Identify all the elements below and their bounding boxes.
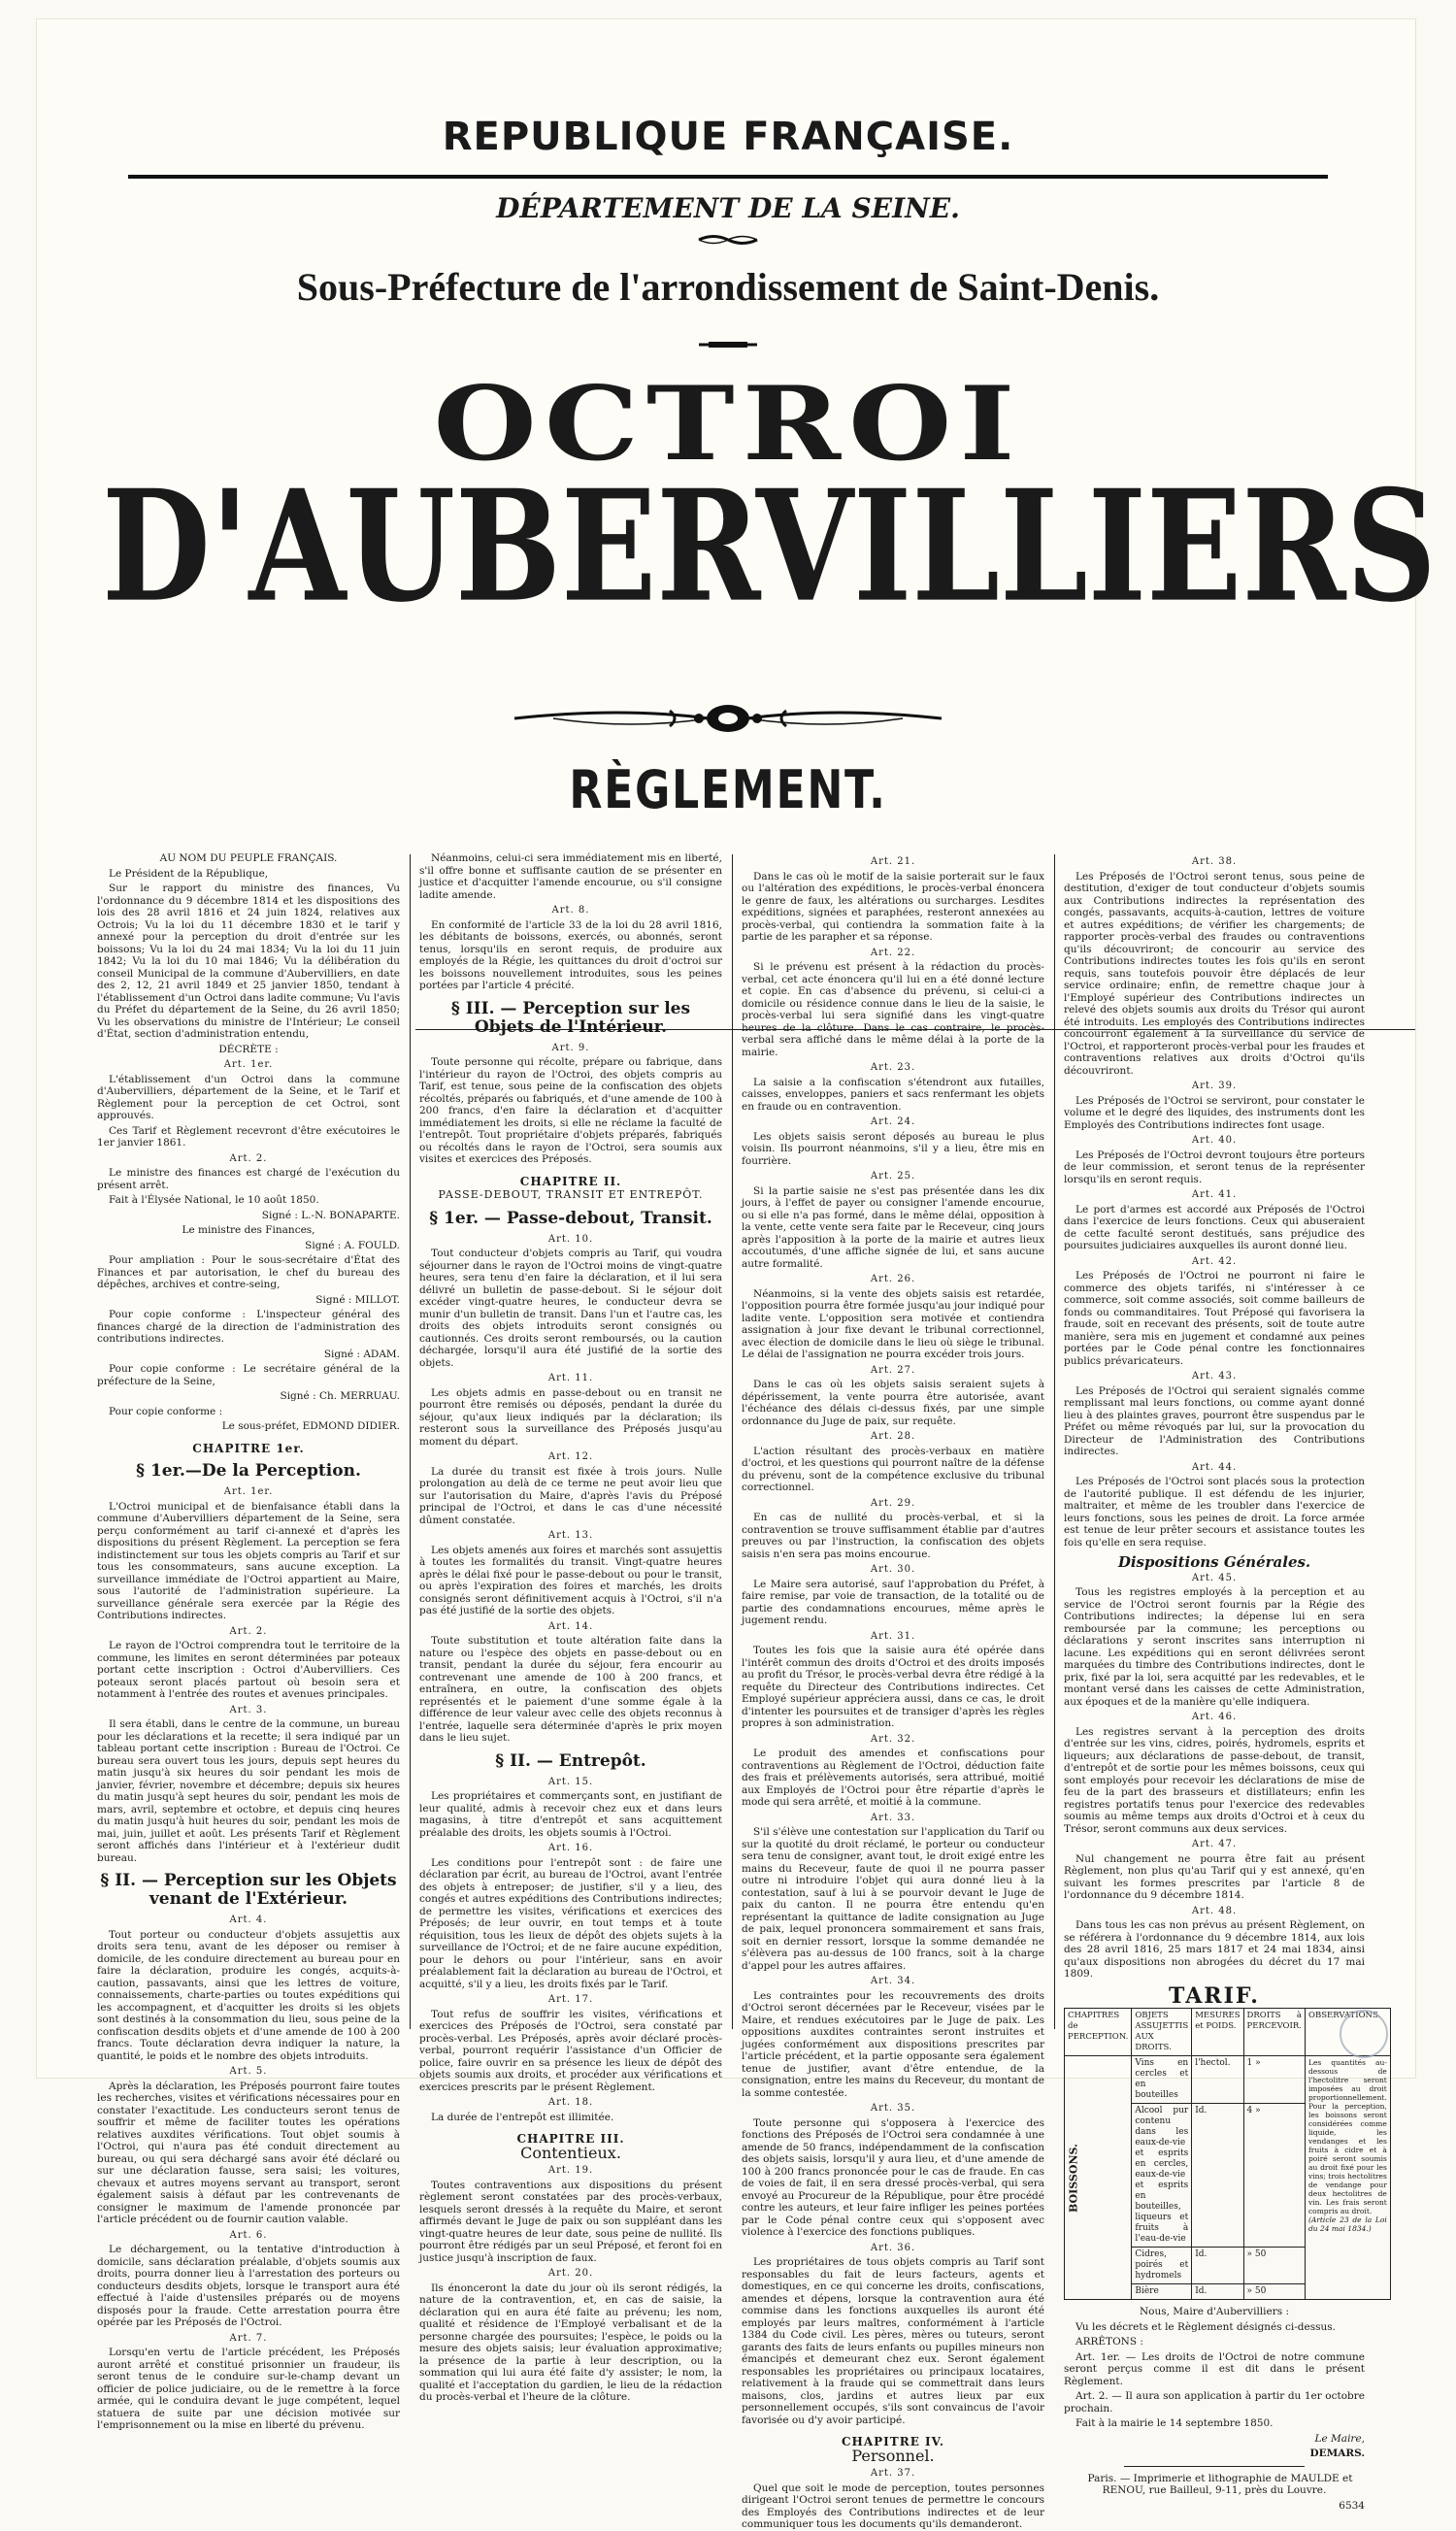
title-octroi: OCTROI — [433, 363, 1023, 483]
article-text: Les objets amenés aux foires et marchés sont assujettis à toutes les formalités du transit. Vingt-quatre heures après le délai fixé pour le passe-debout ou pour le transit, ou après l'expiration des foires et marchés, les droits consignés seront définitivement acquis à l'Octroi, s'il n'a pas été justifié de la sortie des objets. — [419, 1544, 722, 1616]
signature: Signé : ADAM. — [323, 1348, 400, 1360]
article-text: Les objets admis en passe-debout ou en transit ne pourront être remisés ou déposés, pendant la durée du séjour, qu'aux lieux indiqués par la déclaration; ils resteront sous la surveillance des Préposés jusqu'au moment du départ. — [419, 1386, 722, 1448]
article-label: Art. 2. — [229, 1625, 268, 1637]
article-label: Art. 8. — [551, 905, 590, 916]
article-text: Tous les registres employés à la perception et au service de l'Octroi seront fournis par la Régie des Contributions indirectes; la dépense lui en sera remboursée par la commune; les perceptions ou déclarations y seront inscrites sans interruption ni lacune. Les expéditions qui en seront délivrées seront marquées du timbre des Contributions indirectes, dont le prix, fixé par la loi, sera acquitté par les redevables, et le montant versé dans les caisses de cette Administration, aux époques et de la manière qu'elle indiquera. — [1064, 1586, 1365, 1708]
tarif-header: CHAPITRES de PERCEPTION. — [1065, 2009, 1132, 2056]
article-text: Quel que soit le mode de perception, toutes personnes dirigeant l'Octroi seront tenues de permettre le concours des Employés des Contributions indirectes et de leur communiquer tous les documents qu'ils demanderont. — [742, 2481, 1044, 2530]
article-label: Art. 44. — [1191, 1461, 1238, 1473]
article-text: L'action résultant des procès-verbaux en matière d'octroi, et les questions qui pourront naître de la défense du prévenu, sont de la compétence exclusive du tribunal correctionnel. — [742, 1445, 1044, 1493]
divider — [1124, 2466, 1305, 2467]
signature: Signé : L.-N. BONAPARTE. — [261, 1209, 400, 1221]
article-label: Art. 9. — [551, 1042, 590, 1053]
fait-line: Fait à la mairie le 14 septembre 1850. — [1075, 2417, 1274, 2429]
article-text: Toutes les fois que la saisie aura été opérée dans l'intérêt commun des droits d'Octroi et des droits imposés au profit du Trésor, le procès-verbal devra être rédigé à la requête du Directeur des Contributions indirectes. Cet Employé supérieur appréciera aussi, dans ce cas, le droit d'intenter les poursuites et de transiger d'après les règles propres à son administration. — [742, 1645, 1044, 1729]
column-4 — [1064, 852, 1387, 2512]
tarif-header: DROITS à PERCEVOIR. — [1243, 2009, 1305, 2056]
decorative-ornament-icon — [514, 699, 942, 738]
fait-line: Fait à l'Élysée National, le 10 août 1850. — [109, 1194, 319, 1206]
article-label: Art. 27. — [870, 1364, 916, 1376]
library-stamp-icon — [1340, 2010, 1388, 2058]
article-text: En cas de nullité du procès-verbal, et si la contravention se trouve suffisamment établie par d'autres preuves ou par l'instruction, la confiscation des objets saisis n'en sera pas moins encourue. — [742, 1512, 1044, 1560]
article-text: Toutes contraventions aux dispositions du présent règlement seront constatées par des procès-verbaux, lesquels seront dressés à la requête du Maire, et seront affirmés devant le Juge de paix ou son suppléant dans les vingt-quatre heures de leur date, sous peine de nullité. Ils pourront être rédigés par un seul Préposé, et feront foi en justice jusqu'à inscription de faux. — [419, 2179, 722, 2264]
tarif-mesure: Id. — [1192, 2104, 1243, 2248]
article-text: Tout porteur ou conducteur d'objets assujettis aux droits sera tenu, avant de les déposer ou remiser à domicile, de les conduire directement au bureau pour en faire la déclaration, produire les congés, acquits-à-caution, passavants, ainsi que les lettres de voiture, connaissements, charte-parties ou toutes expéditions qui les accompagnent, et d'acquitter les droits si les objets sont destinés à la consommation du lieu, sous peine de la confiscation desdits objets et d'une amende de 100 à 200 francs. Toute déclaration devra indiquer la nature, la quantité, le poids et le nombre des objets introduits. — [97, 1928, 400, 2062]
article-label: Art. 42. — [1191, 1255, 1238, 1267]
article-label: Art. 35. — [870, 2103, 916, 2114]
ampliation: Pour ampliation : Pour le sous-secrétaire d'État des Finances et par autorisation, le chef du bureau des dépêches, archives et contre-seing, — [97, 1254, 400, 1290]
article-text: Le ministre des finances est chargé de l'exécution du présent arrêt. — [97, 1167, 400, 1191]
section-heading: § 1er. — Passe-debout, Transit. — [429, 1208, 712, 1228]
article-label: Art. 23. — [870, 1062, 916, 1073]
article-text: Si le prévenu est présent à la rédaction du procès-verbal, cet acte énoncera qu'il lui en a été donné lecture et copie. En cas d'absence du prévenu, si celui-ci a domicile ou résidence connue dans le lieu de la saisie, le procès-verbal lui sera signifié dans les vingt-quatre heures de la clôture. Dans le cas contraire, le procès-verbal sera affiché dans le même délai à la porte de la mairie. — [742, 961, 1044, 1058]
article-label: Art. 13. — [547, 1530, 594, 1541]
article-text: Les propriétaires et commerçants sont, en justifiant de leur qualité, admis à recevoir chez eux et dans leurs magasins, à titre d'entrepôt et sans acquittement préalable des droits, les objets soumis à l'Octroi. — [419, 1790, 722, 1839]
departement-heading: DÉPARTEMENT DE LA SEINE. — [496, 192, 960, 224]
article-text: Après la déclaration, les Préposés pourront faire toutes les recherches, visites et vérifications nécessaires pour en constater l'exactitude. Les conducteurs seront tenus de souffrir et même de faciliter toutes les opérations relatives auxdites vérifications. Tout objet soumis à l'Octroi, qui n'aura pas été conduit directement au bureau, ou qui sera déchargé sans avoir été déclaré ou sur une déclaration fausse, sera saisi; les voitures, chevaux et autres moyens servant au transport, seront également saisis à défaut par les contrevenants de consigner le maximum de l'amende prononcée par l'article précédent ou de fournir caution valable. — [97, 2080, 400, 2225]
article-label: Art. 31. — [870, 1630, 916, 1642]
article-text: Le déchargement, ou la tentative d'introduction à domicile, sans déclaration préalable, d'objets soumis aux droits, pourra donner lieu à l'arrestation des porteurs ou conducteurs desdits objets, lorsque le transport aura été effectué à l'aide d'ustensiles préparés ou de moyens disposés pour la fraude. Cette arrestation pourra être opérée par les Préposés de l'Octroi. — [97, 2244, 400, 2328]
article-text: Si la partie saisie ne s'est pas présentée dans les dix jours, à l'effet de payer ou consigner l'amende encourue, ou si elle n'a pas formé, dans le même délai, opposition à la vente, cette vente sera faite par le Receveur, cinq jours après l'apposition à la porte de la mairie et autres lieux accoutumés, d'une affiche signée de lui, et sans aucune autre formalité. — [742, 1184, 1044, 1270]
article-label: Art. 33. — [870, 1812, 916, 1823]
article-label: Art. 45. — [1191, 1572, 1238, 1583]
article-label: Art. 20. — [547, 2268, 594, 2279]
article-label: Art. 1er. — [223, 1059, 274, 1070]
article-text: Ces Tarif et Règlement recevront d'être exécutoires le 1er janvier 1861. — [97, 1124, 400, 1149]
tarif-objet: Cidres, poirés et hydromels — [1132, 2248, 1192, 2284]
copie: Pour copie conforme : Le secrétaire général de la préfecture de la Seine, — [97, 1363, 400, 1387]
article-text: Les Préposés de l'Octroi qui seraient signalés comme remplissant mal leurs fonctions, ou comme ayant donné lieu à des plaintes graves, pourront être suspendus par le Préfet ou même révoqués par lui, sur la provocation du Directeur de l'Administration des Contributions indirectes. — [1064, 1384, 1365, 1457]
tarif-mesure: l'hectol. — [1192, 2056, 1243, 2104]
small-ornament-icon — [699, 233, 757, 247]
tarif-objet: Alcool pur contenu dans les eaux-de-vie et esprits en cercles, eaux-de-vie et esprits en bouteilles, liqueurs et fruits à l'eau-de-vie — [1132, 2104, 1192, 2248]
chapter-subtitle: PASSE-DEBOUT, TRANSIT ET ENTREPÔT. — [438, 1188, 704, 1201]
article-label: Art. 16. — [547, 1843, 594, 1853]
article-label: Art. 29. — [870, 1497, 916, 1509]
article-text: Les objets saisis seront déposés au bureau le plus voisin. Ils pourront néanmoins, s'il y a lieu, être mis en fourrière. — [742, 1130, 1044, 1167]
article-label: Art. 17. — [547, 1994, 594, 2005]
top-rule — [128, 175, 1328, 179]
au-nom: AU NOM DU PEUPLE FRANÇAIS. — [159, 852, 338, 864]
column-2 — [419, 852, 722, 2403]
article-text: Les Préposés de l'Octroi seront tenus, sous peine de destitution, d'exiger de tout conducteur d'objets soumis aux Contributions indirectes la représentation des congés, passavants, acquits-à-caution, lettres de voiture et autres expéditions; de vérifier les chargements; de rapporter procès-verbal des fraudes ou contraventions qu'ils découvriront; de concourir au service des Contributions indirectes toutes les fois qu'ils en seront requis, sans toutefois pouvoir être déplacés de leur service ordinaire; enfin, de remettre chaque jour à l'Employé supérieur des Contributions indirectes un relevé des objets soumis aux droits du Trésor qui auront été introduits. Les employés des Contributions indirectes concourront également à la surveillance du service de l'Octroi, et rapporteront procès-verbal pour les fraudes et contraventions relatives aux droits d'Octroi qu'ils découvriront. — [1064, 870, 1365, 1077]
article-text: Les contraintes pour les recouvrements des droits d'Octroi seront décernées par le Receveur, visées par le Maire, et rendues exécutoires par le Juge de paix. Les oppositions auxdites contraintes seront instruites et jugées conformément aux dispositions prescrites par l'article précédent, et la partie opposante sera également tenue de justifier, avant d'être entendue, de la consignation, entre les mains du Receveur, du montant de la somme contestée. — [742, 1989, 1044, 2099]
article-label: Art. 5. — [229, 2066, 268, 2077]
table-row — [1065, 2056, 1391, 2104]
article-text: Les Préposés de l'Octroi se serviront, pour constater le volume et le degré des liquides, des instruments dont les Employés des Contributions indirectes font usage. — [1064, 1094, 1365, 1131]
article-label: Art. 22. — [870, 947, 916, 958]
tarif-objet: Vins en cercles et en bouteilles — [1132, 2056, 1192, 2104]
tarif-droit: 4 » — [1243, 2104, 1305, 2248]
republique-heading: REPUBLIQUE FRANÇAISE. — [442, 115, 1014, 159]
article-text: Tout conducteur d'objets compris au Tarif, qui voudra séjourner dans le rayon de l'Octroi moins de vingt-quatre heures, sera tenu d'en faire la déclaration, et il lui sera délivré un bulletin de passe-debout. Si le séjour doit excéder vingt-quatre heures, le conducteur devra se munir d'un bulletin de transit. Dans l'un et l'autre cas, les droits des objets introduits seront consignés ou cautionnés. Ces droits seront remboursés, ou la caution déchargée, lorsqu'il aura été justifié de la sortie des objets. — [419, 1248, 722, 1369]
article-text: Les Préposés de l'Octroi devront toujours être porteurs de leur commission, et seront tenus de la représenter lorsqu'ils en seront requis. — [1064, 1149, 1365, 1185]
article-label: Art. 1er. — [223, 1486, 274, 1497]
small-ornament-icon — [699, 340, 757, 350]
article-label: Art. 7. — [229, 2332, 268, 2344]
preamble: Sur le rapport du ministre des finances, Vu l'ordonnance du 9 décembre 1814 et les dispositions des lois des 28 avril 1816 et 24 juin 1824, relatives aux Octrois; Vu la loi du 11 décembre 1830 et le tarif y annexé pour la perception du droit d'entrée sur les boissons; Vu la loi du 24 mai 1834; Vu la loi du 11 juin 1842; Vu la loi du 10 mai 1846; Vu la délibération du conseil Municipal de la commune d'Aubervilliers, en date des 2, 12, 21 avril 1849 et 25 janvier 1850, tendant à l'établissement d'un Octroi dans ladite commune; Vu l'avis du Préfet du département de la Seine, du 26 avril 1850; Vu les observations du ministre de l'Intérieur; Le conseil d'État, section d'administration entendu, — [97, 883, 400, 1040]
signature: Signé : MILLOT. — [315, 1293, 400, 1306]
article-label: Art. 21. — [870, 856, 916, 867]
tarif-observations-text: Les quantités au-dessous de l'hectolitre seront imposées au droit proportionnellement. Pour la perception, les boissons seront considérées comme liquide, les vendanges et les fruits à cidre et à poiré seront soumis au droit fixé pour les vins; trois hectolitres de vendange pour deux hectolitres de vin. Les frais seront compris au droit. — [1307, 2058, 1387, 2215]
column-3 — [742, 852, 1044, 2530]
tarif-droit: » 50 — [1243, 2248, 1305, 2284]
article-label: Art. 46. — [1191, 1712, 1238, 1722]
article-label: Art. 47. — [1191, 1839, 1238, 1849]
title-aubervilliers: D'AUBERVILLIERS — [102, 456, 1437, 637]
article-text: Le port d'armes est accordé aux Préposés de l'Octroi dans l'exercice de leurs fonctions. Ceux qui abuseraient de cette faculté seront destitués, sans préjudice des poursuites judiciaires auxquelles ils auront donné lieu. — [1064, 1203, 1365, 1251]
article-text: Dans tous les cas non prévus au présent Règlement, on se référera à l'ordonnance du 9 décembre 1814, aux lois des 28 avril 1816, 25 mars 1817 et 24 mai 1834, ainsi qu'aux dispositions non abrogées du décret du 17 mai 1809. — [1064, 1919, 1365, 1980]
article-text: Les conditions pour l'entrepôt sont : de faire une déclaration par écrit, au bureau de l'Octroi, avant l'entrée des objets à entreposer; de justifier, s'il y a lieu, des congés et autres expéditions des Contributions indirectes; de permettre les visites, vérifications et exercices des Préposés; de leur ouvrir, en tout temps et à toute réquisition, tous les lieux de dépôt des objets sujets à la surveillance de l'Octroi; et de ne faire aucune expédition, pour le dehors ou pour l'intérieur, sans en avoir préalablement fait la déclaration au bureau de l'Octroi, et acquitté, s'il y a lieu, les droits fixés par le Tarif. — [419, 1856, 722, 1990]
article-text: Dans le cas où les objets saisis seraient sujets à dépérissement, la vente pourra être autorisée, avant l'échéance des délais ci-dessus fixés, par une simple ordonnance du Juge de paix, sur requête. — [742, 1379, 1044, 1427]
article-label: Art. 19. — [547, 2165, 594, 2176]
arrete-article: Art. 1er. — Les droits de l'Octroi de notre commune seront perçus comme il est dit dans le présent Règlement. — [1064, 2350, 1365, 2387]
signature: Le sous-préfet, EDMOND DIDIER. — [221, 1420, 400, 1432]
article-text: La saisie a la confiscation s'étendront aux futailles, caisses, enveloppes, paniers et sacs renfermant les objets en fraude ou en contravention. — [742, 1076, 1044, 1113]
president: Le Président de la République, — [109, 867, 269, 880]
signature: Signé : A. FOULD. — [305, 1239, 400, 1251]
article-text: Toute personne qui s'opposera à l'exercice des fonctions des Préposés de l'Octroi sera condamnée à une amende de 50 francs, indépendamment de la confiscation des objets saisis, lorsqu'il y aura lieu, et d'une amende de 100 à 200 francs prononcée pour le cas de fraude. En cas de voies de fait, il en sera dressé procès-verbal, qui sera envoyé au Procureur de la République, pour être procédé contre les auteurs, et leur faire infliger les peines portées par le Code pénal contre ceux qui s'opposent avec violence à l'exercice des fonctions publiques. — [742, 2116, 1044, 2238]
chapter-heading: CHAPITRE III. — [516, 2132, 625, 2146]
article-label: Art. 34. — [870, 1976, 916, 1986]
section-heading: § III. — Perception sur les Objets de l'Intérieur. — [450, 998, 691, 1037]
sous-prefecture-heading: Sous-Préfecture de l'arrondissement de Saint-Denis. — [296, 265, 1160, 309]
article-label: Art. 3. — [229, 1704, 268, 1715]
tarif-droit: 1 » — [1243, 2056, 1305, 2104]
tarif-observations — [1305, 2056, 1390, 2300]
tarif-heading: TARIF. — [1169, 1982, 1260, 2009]
article-text: Les registres servant à la perception des droits d'entrée sur les vins, cidres, poirés, hydromels, esprits et liqueurs; aux déclarations de passe-debout, de transit, d'entrepôt et de sortie pour les mêmes boissons, ceux qui sont employés pour recevoir les déclarations de mise de feu de la part des brasseurs et distillateurs; enfin les registres portatifs tenus pour l'exercice des redevables soumis au même temps aux droits d'Octroi et à ceux du Trésor, seront communs aux deux services. — [1064, 1725, 1365, 1835]
tarif-header: MESURES et POIDS. — [1192, 2009, 1243, 2056]
article-label: Art. 12. — [547, 1451, 594, 1462]
article-text: La durée du transit est fixée à trois jours. Nulle prolongation au delà de ce terme ne peut avoir lieu que sur l'autorisation du Maire, d'après l'avis du Préposé principal de l'Octroi, et dans le cas d'une nécessité dûment constatée. — [419, 1465, 722, 1526]
article-text: La durée de l'entrepôt est illimitée. — [431, 2111, 614, 2123]
article-label: Art. 39. — [1191, 1081, 1238, 1091]
article-label: Art. 48. — [1191, 1905, 1238, 1916]
article-label: Art. 14. — [547, 1620, 594, 1632]
tarif-objet: Bière — [1132, 2284, 1192, 2300]
article-text: Les Préposés de l'Octroi ne pourront ni faire le commerce des objets tarifés, ni s'intéresser à ce commerce, soit comme associés, soit comme bailleurs de fonds ou commanditaires. Tout Préposé qui favorisera la fraude, soit en recevant des présents, soit de toute autre manière, sera mis en jugement et condamné aux peines portées par le Code pénal contre les fonctionnaires publics prévaricateurs. — [1064, 1270, 1365, 1367]
reglement-heading: RÈGLEMENT. — [569, 759, 887, 820]
copie: Pour copie conforme : L'inspecteur général des finances chargé de la direction de l'administration des contributions indirectes. — [97, 1309, 400, 1345]
article-text: Toute substitution et toute altération faite dans la nature ou l'espèce des objets en passe-debout ou en transit, pendant la durée du séjour, fera encourir au contrevenant une amende de 100 à 200 francs, et entraînera, en outre, la confiscation des objets représentés et le paiement d'une somme égale à la différence de leur valeur avec celle des objets reconnus à l'entrée, laquelle sera déterminée d'après le prix moyen dans le lieu sujet. — [419, 1635, 722, 1744]
tarif-table — [1064, 2008, 1391, 2300]
column-1 — [97, 852, 400, 2431]
maire-name: DEMARS. — [1309, 2448, 1365, 2459]
article-text: Néanmoins, celui-ci sera immédiatement mis en liberté, s'il offre bonne et suffisante caution de se présenter en justice et d'acquitter l'amende encourue, ou s'il consigne ladite amende. — [419, 852, 722, 901]
chapter-name: Personnel. — [851, 2446, 935, 2465]
article-label: Art. 37. — [870, 2468, 916, 2479]
chapter-heading: CHAPITRE IV. — [841, 2435, 945, 2448]
article-label: Art. 26. — [870, 1274, 916, 1284]
article-text: S'il s'élève une contestation sur l'application du Tarif ou sur la quotité du droit réclamé, le porteur ou conducteur sera tenu de consigner, avant tout, le droit exigé entre les mains du Receveur, faute de quoi il ne pourra passer outre ni introduire l'objet qui aura donné lieu à la contestation, sauf à lui à se pourvoir devant le Juge de paix du canton. Il ne pourra être entendu qu'en représentant la quittance de ladite consignation au Juge de paix, lequel prononcera sommairement et sans frais, soit en dernier ressort, lorsque la somme demandée ne s'élèvera pas au-dessus de 100 francs, soit à la charge d'appel pour les autres affaires. — [742, 1826, 1044, 1972]
article-text: Tout refus de souffrir les visites, vérifications et exercices des Préposés de l'Octroi, sera constaté par procès-verbal. Les Préposés, après avoir déclaré procès-verbal, pourront requérir l'assistance d'un Officier de police, faire ouvrir en sa présence les lieux de dépôt des objets soumis aux droits, et procéder aux vérifications et exercices prescrits par le présent Règlement. — [419, 2008, 722, 2093]
section-heading: § II. — Perception sur les Objets venant de l'Extérieur. — [100, 1871, 397, 1909]
article-label: Art. 6. — [229, 2229, 268, 2241]
article-label: Art. 15. — [547, 1776, 594, 1787]
maire-title: Le Maire, — [1314, 2432, 1365, 2445]
column-rule — [1054, 854, 1055, 2029]
article-text: Lorsqu'en vertu de l'article précédent, les Préposés auront arrêté et constitué prisonnier un fraudeur, ils seront tenus de le conduire sur-le-champ devant un officier de police judiciaire, ou de le remettre à la force armée, qui le conduira devant le juge compétent, lequel statuera de suite par une décision motivée sur l'emprisonnement ou la mise en liberté du prévenu. — [97, 2347, 400, 2431]
decrete: DÉCRÈTE : — [218, 1043, 279, 1055]
article-text: Les propriétaires de tous objets compris au Tarif sont responsables du fait de leurs facteurs, agents et domestiques, en ce qui concerne les droits, confiscations, amendes et dépens, lorsque la contravention aura été commise dans les fonctions auxquelles ils auront été employés par leurs maîtres, conformément à l'article 1384 du Code civil. Les pères, mères ou tuteurs, seront garants des faits de leurs enfants ou pupilles mineurs non émancipés et demeurant chez eux. Seront également responsables les propriétaires ou principaux locataires, relativement à la fraude qui se commettrait dans leurs maisons, clos, jardins et autres lieux par eux personnellement occupés, s'ils sont convaincus de l'avoir favorisée ou d'y avoir participé. — [742, 2256, 1044, 2426]
article-label: Art. 10. — [547, 1233, 594, 1245]
article-text: Les Préposés de l'Octroi sont placés sous la protection de l'autorité publique. Il est défendu de les injurier, maltraiter, et même de les troubler dans l'exercice de leurs fonctions, sous les peines de droit. La force armée est tenue de leur prêter secours et assistance toutes les fois qu'elle en sera requise. — [1064, 1476, 1365, 1549]
article-text: Néanmoins, si la vente des objets saisis est retardée, l'opposition pourra être formée jusqu'au jour indiqué pour ladite vente. L'opposition sera motivée et contiendra assignation à jour fixe devant le tribunal correctionnel, avec élection de domicile dans le lieu où siège le tribunal. Le délai de l'assignation ne pourra excéder trois jours. — [742, 1287, 1044, 1360]
article-label: Art. 40. — [1191, 1135, 1238, 1146]
column-rule — [410, 854, 411, 2029]
article-label: Art. 25. — [870, 1171, 916, 1182]
article-label: Art. 18. — [547, 2097, 594, 2108]
chapter-heading: CHAPITRE 1er. — [192, 1441, 305, 1455]
vu-line: Vu les décrets et le Règlement désignés ci-dessus. — [1075, 2320, 1336, 2333]
tarif-note: (Article 23 de la Loi du 24 mai 1834.) — [1307, 2215, 1387, 2233]
signature: Signé : Ch. MERRUAU. — [280, 1390, 400, 1402]
article-text: Nul changement ne pourra être fait au présent Règlement, non plus qu'au Tarif qui y est annexé, qu'en suivant les formes prescrites par l'article 8 de l'ordonnance du 9 décembre 1814. — [1064, 1852, 1365, 1901]
article-text: L'établissement d'un Octroi dans la commune d'Aubervilliers, département de la Seine, et le Tarif et Règlement pour la perception de cet Octroi, sont approuvés. — [97, 1073, 400, 1121]
article-label: Art. 28. — [870, 1431, 916, 1442]
article-label: Art. 36. — [870, 2242, 916, 2253]
section-heading: § 1er.—De la Perception. — [136, 1461, 361, 1481]
tarif-header: OBSERVATIONS. — [1305, 2009, 1390, 2056]
article-label: Art. 24. — [870, 1116, 916, 1127]
article-text: Le produit des amendes et confiscations pour contraventions au Règlement de l'Octroi, déduction faite des frais et prélèvements autorisés, sera attribué, moitié aux Employés de l'Octroi pour être répartie d'après le mode qui sera arrêté, et moitié à la commune. — [742, 1748, 1044, 1808]
article-text: Ils énonceront la date du jour où ils seront rédigés, la nature de la contravention, et, en cas de saisie, la déclaration qui en aura été faite au prévenu; les nom, qualité et résidence de l'Employé verbalisant et de la personne chargée des poursuites; l'espèce, le poids ou la mesure des objets saisis; leur évaluation approximative; la présence de la partie à leur description, ou la sommation qui lui aura été faite d'y assister; le nom, la qualité et l'acceptation du gardien, le lieu de la rédaction du procès-verbal et l'heure de la clôture. — [419, 2281, 722, 2403]
article-text: En conformité de l'article 33 de la loi du 28 avril 1816, les débitants de boissons, exercés, ou abonnés, seront tenus, lorsqu'ils en seront requis, de produire aux employés de la Régie, les quittances du droit d'octroi sur les boissons nouvellement introduites, sous les peines portées par l'article 4 précité. — [419, 918, 722, 991]
article-label: Art. 43. — [1191, 1371, 1238, 1382]
ministre: Le ministre des Finances, — [182, 1224, 315, 1236]
tarif-mesure: Id. — [1192, 2248, 1243, 2284]
article-label: Art. 4. — [229, 1915, 268, 1925]
tarif-chapter: BOISSONS. — [1065, 2056, 1132, 2300]
nous-maire: Nous, Maire d'Aubervilliers : — [1139, 2306, 1290, 2317]
article-label: Art. 11. — [547, 1373, 594, 1383]
tarif-header: OBJETS ASSUJETTIS AUX DROITS. — [1132, 2009, 1192, 2056]
arrete-article: Art. 2. — Il aura son application à partir du 1er octobre prochain. — [1064, 2390, 1365, 2414]
dispositions-heading: Dispositions Générales. — [1117, 1553, 1311, 1571]
arretons: ARRÊTONS : — [1075, 2336, 1143, 2348]
article-label: Art. 2. — [229, 1152, 268, 1164]
chapter-heading: CHAPITRE II. — [519, 1174, 622, 1188]
article-text: Le rayon de l'Octroi comprendra tout le territoire de la commune, les limites en seront déterminées par poteaux portant cette inscription : Octroi d'Aubervilliers. Ces poteaux seront placés partout où besoin sera et notamment à l'entrée des routes et avenues principales. — [97, 1640, 400, 1700]
section-heading: § II. — Entrepôt. — [495, 1750, 646, 1771]
article-text: Toute personne qui récolte, prépare ou fabrique, dans l'intérieur du rayon de l'Octroi, des objets compris au Tarif, est tenue, sous peine de la confiscation des objets récoltés, préparés ou fabriqués, et d'une amende de 100 à 200 francs, d'en faire la déclaration et d'acquitter immédiatement les droits, si elle ne réclame la faculté de l'entrepôt. Tout propriétaire d'objets préparés, fabriqués ou récoltés dans le rayon de l'Octroi, sera soumis aux visites et exercices des Préposés. — [419, 1056, 722, 1165]
article-label: Art. 38. — [1191, 856, 1238, 867]
printer-imprint: Paris. — Imprimerie et lithographie de MAULDE et RENOU, rue Bailleul, 9-11, près du Louvre. — [1087, 2472, 1353, 2496]
chapter-name: Contentieux. — [520, 2143, 621, 2162]
column-rule — [732, 854, 733, 2029]
copie: Pour copie conforme : — [109, 1405, 223, 1417]
article-label: Art. 32. — [870, 1733, 916, 1745]
tarif-droit: » 50 — [1243, 2284, 1305, 2300]
article-label: Art. 30. — [870, 1564, 916, 1575]
article-text: Le Maire sera autorisé, sauf l'approbation du Préfet, à faire remise, par voie de transaction, de la totalité ou de partie des condamnations encourues, même après le jugement rendu. — [742, 1578, 1044, 1626]
tarif-mesure: Id. — [1192, 2284, 1243, 2300]
article-label: Art. 41. — [1191, 1189, 1238, 1200]
print-number: 6534 — [1339, 2499, 1365, 2512]
article-text: L'Octroi municipal et de bienfaisance établi dans la commune d'Aubervilliers département de la Seine, sera perçu conformément au tarif ci-annexé et d'après les dispositions du présent Règlement. La perception se fera indistinctement sur tous les objets compris au Tarif et sur tous les consommateurs, sans aucune exception. La surveillance immédiate de l'Octroi appartient au Maire, sous l'autorité de l'administration supérieure. La surveillance générale sera exercée par la Régie des Contributions indirectes. — [97, 1500, 400, 1621]
article-text: Il sera établi, dans le centre de la commune, un bureau pour les déclarations et la recette; il sera indiqué par un tableau portant cette inscription : Bureau de l'Octroi. Ce bureau sera ouvert tous les jours, depuis sept heures du matin jusqu'à six heures du soir pendant les mois de janvier, février, novembre et décembre; depuis six heures du matin jusqu'à sept heures du soir, pendant les mois de mars, avril, septembre et octobre, et depuis cinq heures du matin jusqu'à huit heures du soir, pendant les mois de mai, juin, juillet et août. Les présents Tarif et Règlement seront affichés dans l'intérieur et à l'extérieur dudit bureau. — [97, 1718, 400, 1864]
article-text: Dans le cas où le motif de la saisie porterait sur le faux ou l'altération des expéditions, le procès-verbal énoncera le genre de faux, les altérations ou surcharges. Lesdites expéditions, signées et paraphées, resteront annexées au procès-verbal, qui contiendra la sommation faite à la partie de les parapher et sa réponse. — [742, 870, 1044, 943]
